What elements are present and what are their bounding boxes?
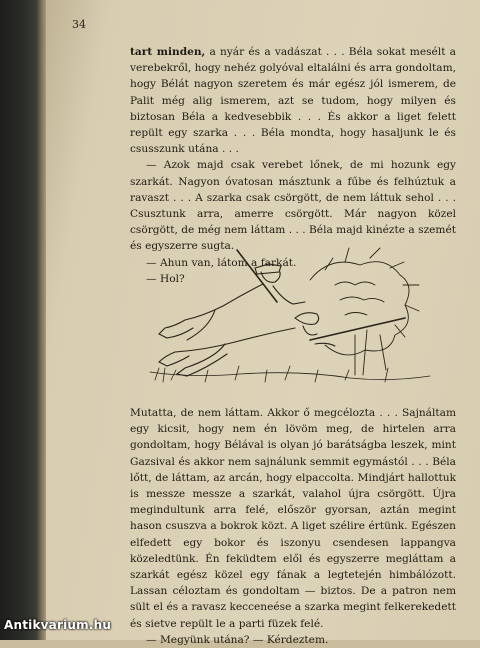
- boy-figure-2: [159, 313, 405, 376]
- illustration-boys-hunting: [145, 240, 445, 390]
- paragraph-lead: tart minden,: [130, 46, 206, 58]
- paragraph-3: — Ahun van, látom a farkát.: [146, 256, 297, 269]
- watermark-logo: Antikvarium.hu: [4, 618, 112, 632]
- foliage-sketch: [310, 248, 419, 375]
- page-number: 34: [72, 18, 86, 31]
- paragraph-2: — Azok majd csak verebet lőnek, de mi hozunk egy szarkát. Nagyon óvatosan másztunk a fűbe és felhúztuk a ravaszt . . . A szarka csak csörgött, de nem láttuk sehol . . . Csusztunk arra, amerre csörgött. Már nagyon közel csörgött, de még nem láttam . . . Béla majd kinézte a szemét és egyszerre sugta.: [130, 159, 456, 253]
- page-gutter-edge: [38, 0, 46, 640]
- paragraph-1: [130, 44, 456, 157]
- paragraph-5: Mutatta, de nem láttam. Akkor ő megcélozta . . . Sajnáltam egy kicsit, hogy nem én lövöm meg, de hirtelen arra gondoltam, hogy Bélával is olyan jó barátságba leszek, mint Gazsival és akkor nem sajnálunk semmit egymástól . . . Béla lőtt, de láttam, az arcán, hogy elpaccolta. Mindjárt hallottuk is messze messze a szarkát, valahol újra csörgött. Újra megindultunk arra felé, először gyorsan, aztán megint hason csuszva a bokrok közt. A liget szélire értünk. Egészen elfedett egy bokor és iszonyu csendesen lappangva közeledtünk. Én feküdtem elől és egyszerre megláttam a szarkát egész közel egy fának a legtetején himbálózott. Lassan céloztam és gondoltam — biztos. De a patron nem sült el és a ravasz kecceneése a szarka megint felkerekedett és sietve repült le a parti füzek felé.: [130, 407, 456, 630]
- boy-figure-1: [159, 250, 305, 340]
- text-block-bottom: [130, 405, 456, 648]
- paragraph-text: a nyár és a vadászat . . . Béla sokat mesélt a verebekről, hogy nehéz golyóval eltalálni és arra gondoltam, hogy Bélát nagyon szeretem és már egész jól ismerem, de Palit még alig ismerem, azt se tudom, hogy milyen és biztosan Béla a kedvesebbik . . . És akkor a liget felett repült egy szarka . . . Béla mondta, hogy hasaljunk le és csusszunk utána . . .: [130, 46, 456, 156]
- paragraph-6: — Megyünk utána? — Kérdeztem.: [146, 633, 329, 646]
- paragraph-4: — Hol?: [146, 272, 185, 285]
